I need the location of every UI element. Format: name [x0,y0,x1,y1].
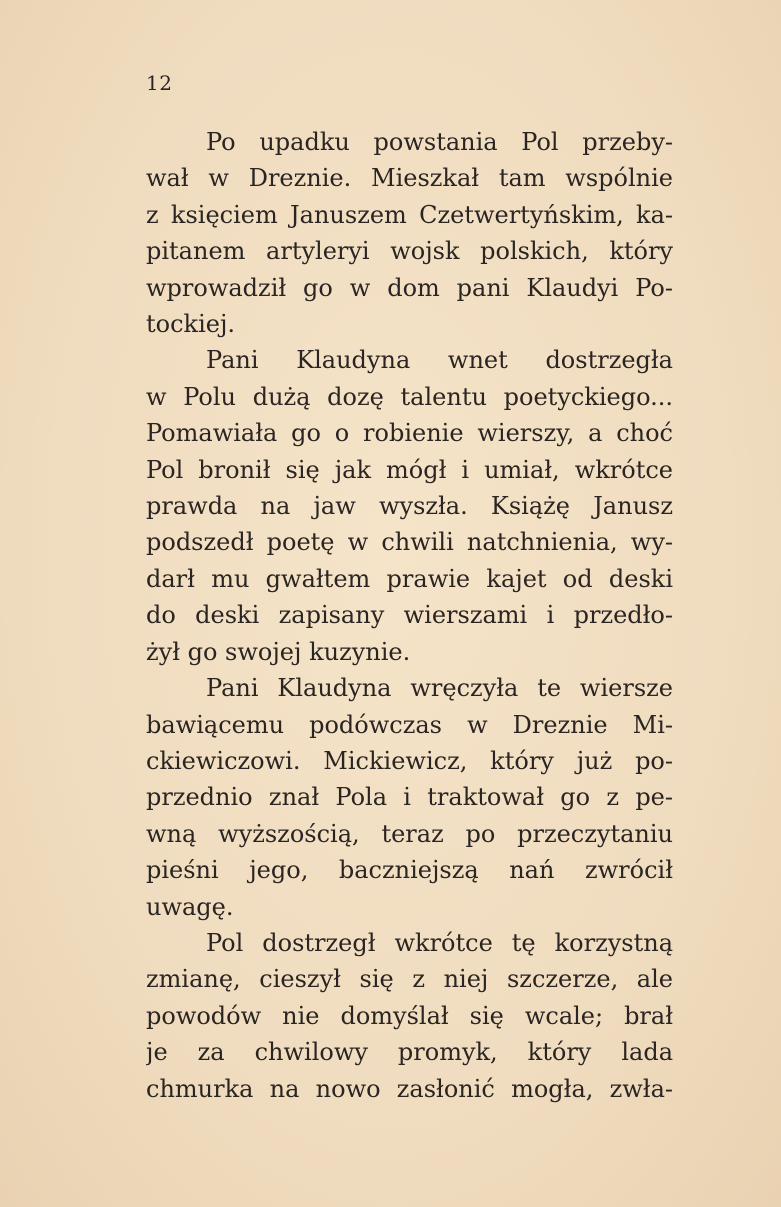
text-line: Pani Klaudyna wręczyła te wiersze [206,674,673,703]
text-line: zmianę, cieszył się z niej szczerze, ale [146,965,673,994]
text-line: uwagę. [146,892,234,921]
text-line: Po upadku powstania Pol przeby- [206,128,673,156]
text-line: Pol dostrzegł wkrótce tę korzystną [206,928,673,957]
text-line: ckiewiczowi. Mickiewicz, który już po- [146,746,673,775]
text-line: pitanem artyleryi wojsk polskich, który [146,237,673,266]
text-line: wprowadził go w dom pani Klaudyi Po- [146,273,673,302]
paragraph-2 [146,342,673,670]
paragraph-1 [146,124,673,342]
text-line: podszedł poetę w chwili natchnienia, wy- [146,528,673,557]
text-line: pieśni jego, baczniejszą nań zwrócił [146,856,673,885]
text-line: Pani Klaudyna wnet dostrzegła [206,346,673,375]
text-line: wną wyższością, teraz po przeczytaniu [146,819,673,848]
text-line: przednio znał Pola i traktował go z pe- [146,783,673,812]
text-line: darł mu gwałtem prawie kajet od deski [146,564,673,593]
text-line: Pol bronił się jak mógł i umiał, wkrótce [146,455,673,484]
text-line: wał w Dreznie. Mieszkał tam wspólnie [146,164,673,193]
text-line: bawiącemu podówczas w Dreznie Mi- [146,710,673,739]
text-line: tockiej. [146,310,236,339]
text-line: chmurka na nowo zasłonić mogła, zwła- [146,1074,673,1103]
page-number: 12 [146,71,173,95]
text-line: w Polu dużą dozę talentu poetyckiego... [146,382,673,411]
paragraph-3 [146,670,673,925]
body-text [146,124,673,1107]
text-line: żył go swojej kuzynie. [146,637,411,666]
text-line: powodów nie domyślał się wcale; brał [146,1001,673,1030]
text-line: je za chwilowy promyk, który lada [146,1038,673,1067]
paragraph-4 [146,925,673,1107]
text-line: prawda na jaw wyszła. Książę Janusz [146,492,673,521]
text-line: do deski zapisany wierszami i przedło- [146,601,673,630]
text-line: z księciem Januszem Czetwertyńskim, ka- [146,200,673,229]
text-line: Pomawiała go o robienie wierszy, a choć [146,419,673,448]
